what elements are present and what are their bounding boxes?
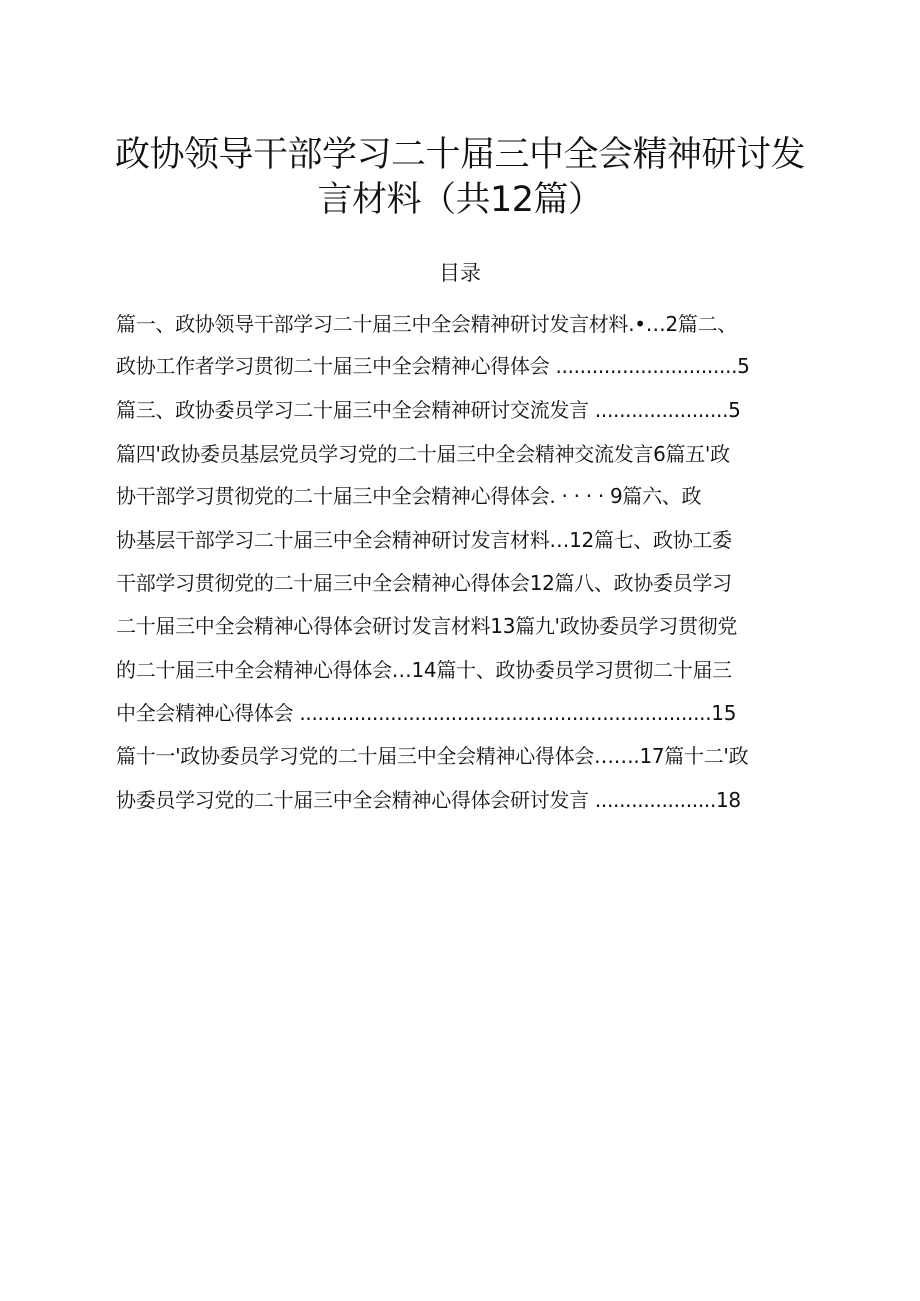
toc-line: 篇四'政协委员基层党员学习党的二十届三中全会精神交流发言6篇五'政 [116,442,730,466]
toc-line: 二十届三中全会精神心得体会研讨发言材料13篇九'政协委员学习贯彻党 [116,614,738,638]
toc-line: 协基层干部学习二十届三中全会精神研讨发言材料…12篇七、政协工委 [116,528,732,552]
toc-line: 政协工作者学习贯彻二十届三中全会精神心得体会 ..............................5 [116,354,750,378]
document-title-line-1: 政协领导干部学习二十届三中全会精神研讨发 [114,135,805,175]
toc-line: 协委员学习党的二十届三中全会精神心得体会研讨发言 ....................18 [116,788,741,812]
toc-line: 干部学习贯彻党的二十届三中全会精神心得体会12篇八、政协委员学习 [116,571,732,595]
document-title-line-2: 言材料（共12篇） [317,180,603,220]
toc-line: 篇十一'政协委员学习党的二十届三中全会精神心得体会…….17篇十二'政 [116,744,749,768]
toc-line: 中全会精神心得体会 ....................................................................15 [116,701,737,725]
toc-line: 协干部学习贯彻党的二十届三中全会精神心得体会. · · · · 9篇六、政 [116,484,702,508]
toc-line: 篇一、政协领导干部学习二十届三中全会精神研讨发言材料.•…2篇二、 [116,312,737,336]
toc-line: 的二十届三中全会精神心得体会…14篇十、政协委员学习贯彻二十届三 [116,658,732,682]
toc-heading: 目录 [439,261,481,285]
toc-line: 篇三、政协委员学习二十届三中全会精神研讨交流发言 ......................5 [116,398,741,422]
